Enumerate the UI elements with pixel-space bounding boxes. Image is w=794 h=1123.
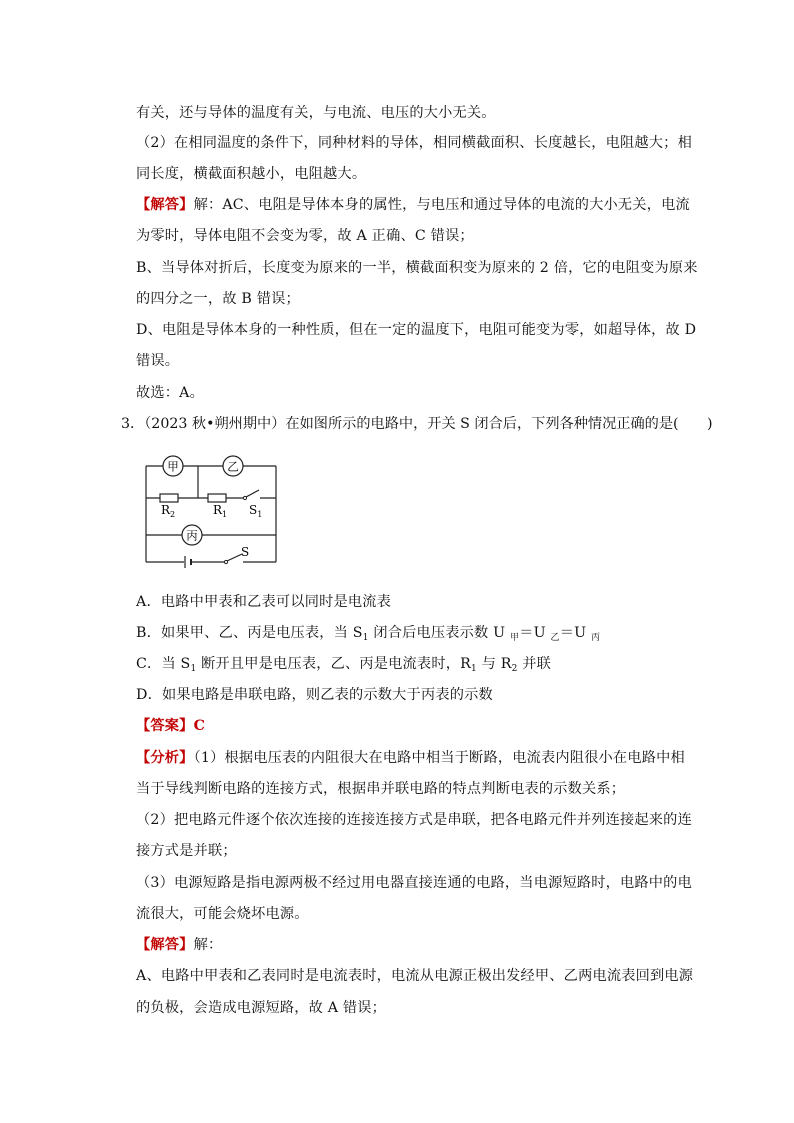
question-stem: [121, 414, 712, 434]
s-label: S: [241, 545, 250, 559]
text-line: 故选：A。: [136, 385, 204, 401]
meter-jia-label: 甲: [167, 459, 179, 474]
text-line: 有关，还与导体的温度有关，与电流、电压的大小无关。: [136, 105, 496, 121]
text-line: A、电路中甲表和乙表同时是电流表时，电流从电源正极出发经甲、乙两电流表回到电源: [136, 968, 694, 984]
solution-line: 【解答】解：: [136, 937, 223, 953]
text-line: 的四分之一，故 B 错误；: [136, 291, 300, 307]
switch-s1-icon: [243, 490, 260, 500]
s1-label: $S_1$: [249, 503, 263, 519]
meter-bing-label: 丙: [186, 528, 198, 543]
answer-tag: 【答案】: [136, 718, 194, 734]
text-line: （2）在相同温度的条件下，同种材料的导体，相同横截面积、长度越长，电阻越大；相: [136, 135, 692, 151]
battery-icon: [184, 556, 192, 568]
text-line: 错误。: [136, 353, 180, 369]
text-line: 同长度，横截面积越小，电阻越大。: [136, 166, 367, 182]
question-text: （2023 秋•朔州期中）在如图所示的电路中，开关 S 闭合后，下列各种情况正确的是( ): [144, 416, 713, 432]
text-line: （3）电源短路是指电源两极不经过用电器直接连通的电路，当电源短路时，电路中的电: [136, 875, 692, 891]
option-c: C．当 $S_1$ 断开且甲是电压表，乙、丙是电流表时，$R_1$ 与 $R_2$ 并联: [136, 656, 552, 674]
solution-tag: 【解答】: [136, 197, 194, 213]
option-b: B．如果甲、乙、丙是电压表，当 $S_1$ 闭合后电压表示数 U $_甲$＝U $_乙$＝U $_丙$: [136, 625, 601, 643]
solution-tag: 【解答】: [136, 937, 194, 953]
answer-value: C: [193, 718, 206, 734]
text-line: 当于导线判断电路的连接方式，根据串并联电路的特点判断电表的示数关系；: [136, 781, 626, 797]
resistor-r1-icon: [208, 494, 226, 502]
meter-yi-label: 乙: [227, 459, 239, 474]
text-line: （2）把电路元件逐个依次连接的连接连接方式是串联，把各电路元件并列连接起来的连: [136, 812, 692, 828]
resistor-r2-icon: [160, 494, 178, 502]
text-line: 接方式是并联；: [136, 843, 237, 859]
solution-line: [136, 195, 690, 215]
option-a: A．电路中甲表和乙表可以同时是电流表: [136, 594, 392, 610]
answer-line: [136, 716, 205, 736]
analysis-tag: 【分析】: [136, 750, 194, 766]
analysis-line: 【分析】（1）根据电压表的内阻很大在电路中相当于断路，电流表内阻很小在电路中相: [136, 750, 685, 766]
r2-label: $R_2$: [161, 503, 176, 519]
r1-label: $R_1$: [213, 503, 228, 519]
option-d: D．如果电路是串联电路，则乙表的示数大于丙表的示数: [136, 687, 493, 703]
text-line: B、当导体对折后，长度变为原来的一半，横截面积变为原来的 2 倍，它的电阻变为原来: [136, 260, 698, 276]
solution-text: 解：AC、电阻是导体本身的属性，与电压和通过导体的电流的大小无关，电流: [193, 197, 690, 213]
circuit-diagram: [128, 448, 288, 573]
text-line: 流很大，可能会烧坏电源。: [136, 906, 309, 922]
text-line: 的负极，会造成电源短路，故 A 错误；: [136, 1000, 387, 1016]
text-line: 为零时，导体电阻不会变为零，故 A 正确、C 错误；: [136, 228, 474, 244]
question-number: 3．: [121, 416, 145, 432]
text-line: D、电阻是导体本身的一种性质，但在一定的温度下，电阻可能变为零，如超导体，故 D: [136, 322, 697, 338]
